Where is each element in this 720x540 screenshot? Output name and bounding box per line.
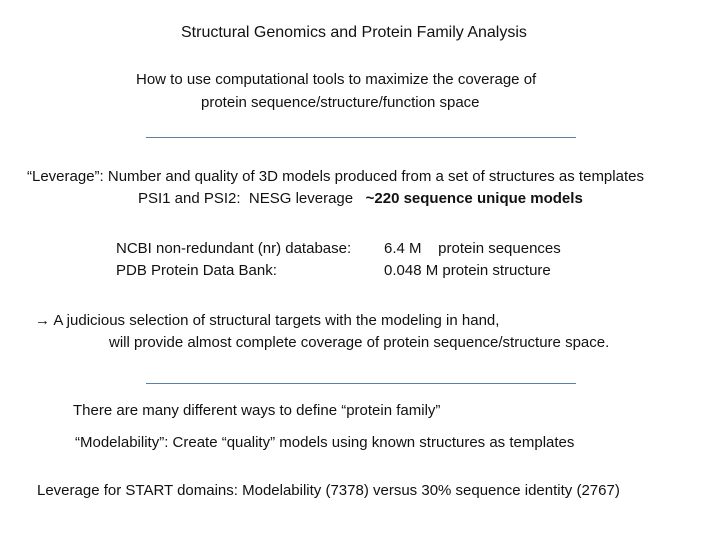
db-row-label: NCBI non-redundant (nr) database: — [116, 240, 352, 257]
db-row-label: PDB Protein Data Bank: — [116, 262, 277, 279]
start-domains-note: Leverage for START domains: Modelability (7378) versus 30% sequence identity (2767) — [37, 482, 620, 499]
conclusion-line-2: will provide almost complete coverage of protein sequence/structure space. — [109, 334, 610, 351]
divider-top — [146, 137, 576, 138]
db-row-value: 6.4 M protein sequences — [384, 240, 561, 257]
psi-leverage-line — [138, 190, 583, 208]
modelability-note: “Modelability”: Create “quality” models using known structures as templates — [75, 434, 575, 451]
leverage-definition: “Leverage”: Number and quality of 3D models produced from a set of structures as templates — [27, 168, 644, 185]
psi-leverage-prefix: PSI1 and PSI2: NESG leverage — [138, 190, 366, 207]
db-row-value: 0.048 M protein structure — [384, 262, 551, 279]
protein-family-note: There are many different ways to define “protein family” — [73, 402, 441, 419]
subtitle-line-2: protein sequence/structure/function space — [201, 94, 480, 111]
conclusion-line-1: → A judicious selection of structural targets with the modeling in hand, — [35, 312, 500, 329]
divider-bottom — [146, 383, 576, 384]
slide-title: Structural Genomics and Protein Family Analysis — [181, 24, 527, 41]
psi-leverage-emphasis: ~220 sequence unique models — [365, 190, 583, 207]
subtitle-line-1: How to use computational tools to maximize the coverage of — [136, 71, 537, 88]
